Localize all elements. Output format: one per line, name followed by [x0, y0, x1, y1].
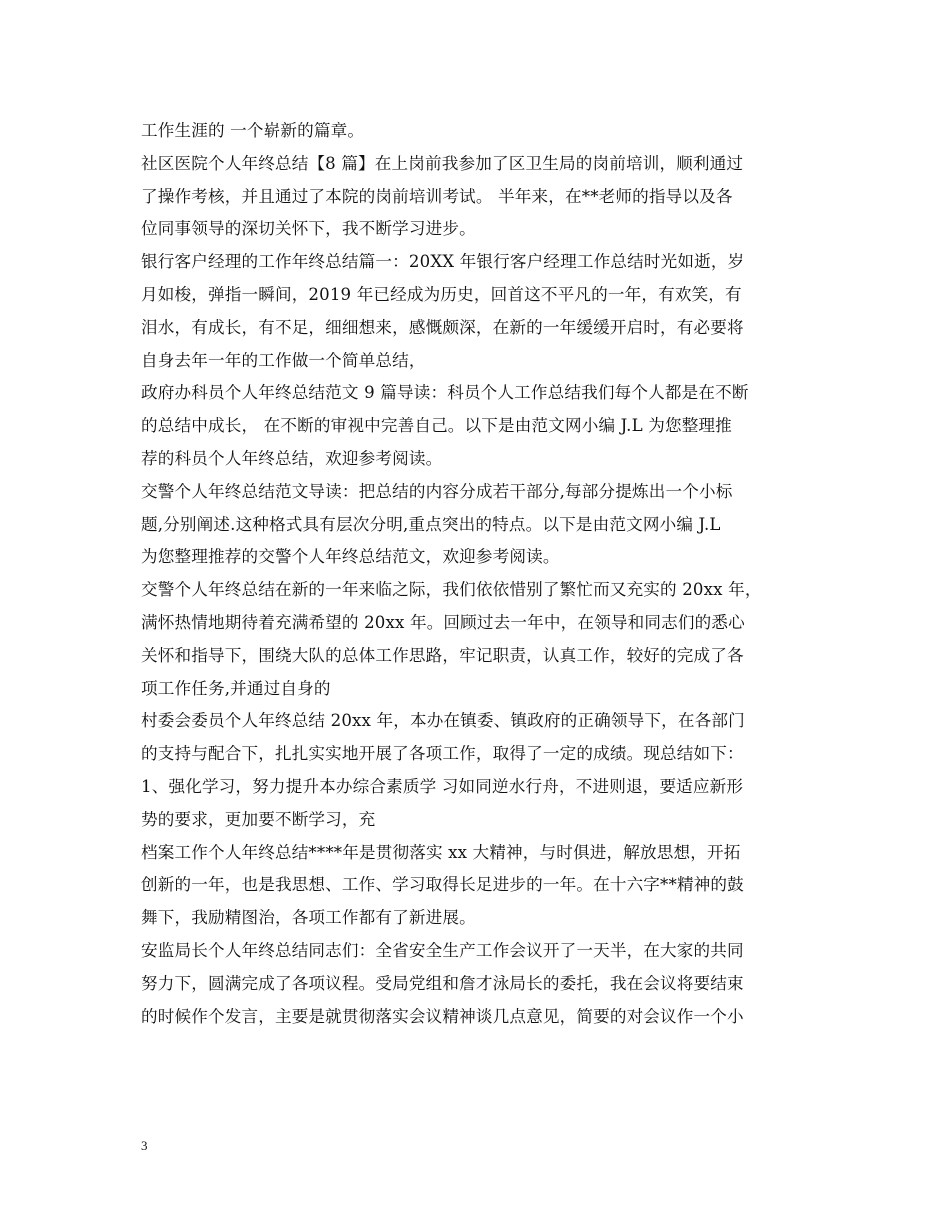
body-text — [141, 115, 821, 1033]
text-line: 自身去年一年的工作做一个简单总结， — [141, 350, 426, 370]
text-line: 工作生涯的 一个崭新的篇章。 — [141, 121, 365, 140]
text-line: 创新的一年，也是我思想、工作、学习取得长足进步的一年。在十六字**精神的鼓 — [141, 875, 744, 895]
text-line: 势的要求，更加要不断学习，充 — [141, 809, 376, 829]
text-line: 满怀热情地期待着充满希望的 20xx 年。回顾过去一年中，在领导和同志们的悉心 — [141, 612, 745, 632]
text-line: 的总结中成长， 在不断的审视中完善自己。以下是由范文网小编 J.L 为您整理推 — [141, 416, 732, 436]
text-line: 月如梭，弹指一瞬间，2019 年已经成为历史，回首这不平凡的一年，有欢笑，有 — [141, 284, 742, 304]
page-number: 3 — [141, 1138, 148, 1153]
text-line: 档案工作个人年终总结****年是贯彻落实 xx 大精神，与时俱进，解放思想，开拓 — [141, 842, 741, 862]
text-line: 银行客户经理的工作年终总结篇一：20XX 年银行客户经理工作总结时光如逝，岁 — [141, 252, 745, 272]
text-line: 舞下，我励精图治，各项工作都有了新进展。 — [141, 908, 476, 928]
text-line: 村委会委员个人年终总结 20xx 年，本办在镇委、镇政府的正确领导下，在各部门 — [141, 711, 745, 731]
text-line: 为您整理推荐的交警个人年终总结范文，欢迎参考阅读。 — [141, 547, 560, 567]
text-line: 交警个人年终总结范文导读：把总结的内容分成若干部分,每部分提炼出一个小标 — [141, 481, 733, 501]
text-line: 泪水，有成长，有不足，细细想来，感慨颇深，在新的一年缓缓开启时，有必要将 — [141, 317, 744, 337]
text-line: 荐的科员个人年终总结，欢迎参考阅读。 — [141, 448, 443, 468]
text-line: 了操作考核，并且通过了本院的岗前培训考试。 半年来，在**老师的指导以及各 — [141, 186, 733, 206]
text-line: 1、强化学习，努力提升本办综合素质学 习如同逆水行舟，不进则退，要适应新形 — [141, 776, 744, 796]
text-line: 关怀和指导下，围绕大队的总体工作思路，牢记职责，认真工作，较好的完成了各 — [141, 645, 744, 665]
text-line: 的支持与配合下，扎扎实实地开展了各项工作，取得了一定的成绩。现总结如下： — [141, 744, 744, 764]
text-line: 的时候作个发言，主要是就贯彻落实会议精神谈几点意见，简要的对会议作一个小 — [141, 1006, 744, 1026]
text-line: 交警个人年终总结在新的一年来临之际，我们依依惜别了繁忙而又充实的 20xx 年， — [141, 580, 762, 600]
text-line: 努力下，圆满完成了各项议程。受局党组和詹才泳局长的委托，我在会议将要结束 — [141, 973, 744, 993]
text-line: 项工作任务,并通过自身的 — [141, 678, 331, 698]
text-line: 社区医院个人年终总结【8 篇】在上岗前我参加了区卫生局的岗前培训，顺利通过 — [141, 153, 744, 173]
text-line: 政府办科员个人年终总结范文 9 篇导读：科员个人工作总结我们每个人都是在不断 — [141, 383, 749, 403]
text-line: 安监局长个人年终总结同志们：全省安全生产工作会议开了一天半，在大家的共同 — [141, 940, 744, 960]
text-line: 位同事领导的深切关怀下，我不断学习进步。 — [141, 219, 476, 239]
text-line: 题,分别阐述.这种格式具有层次分明,重点突出的特点。以下是由范文网小编 J.L — [141, 514, 721, 534]
